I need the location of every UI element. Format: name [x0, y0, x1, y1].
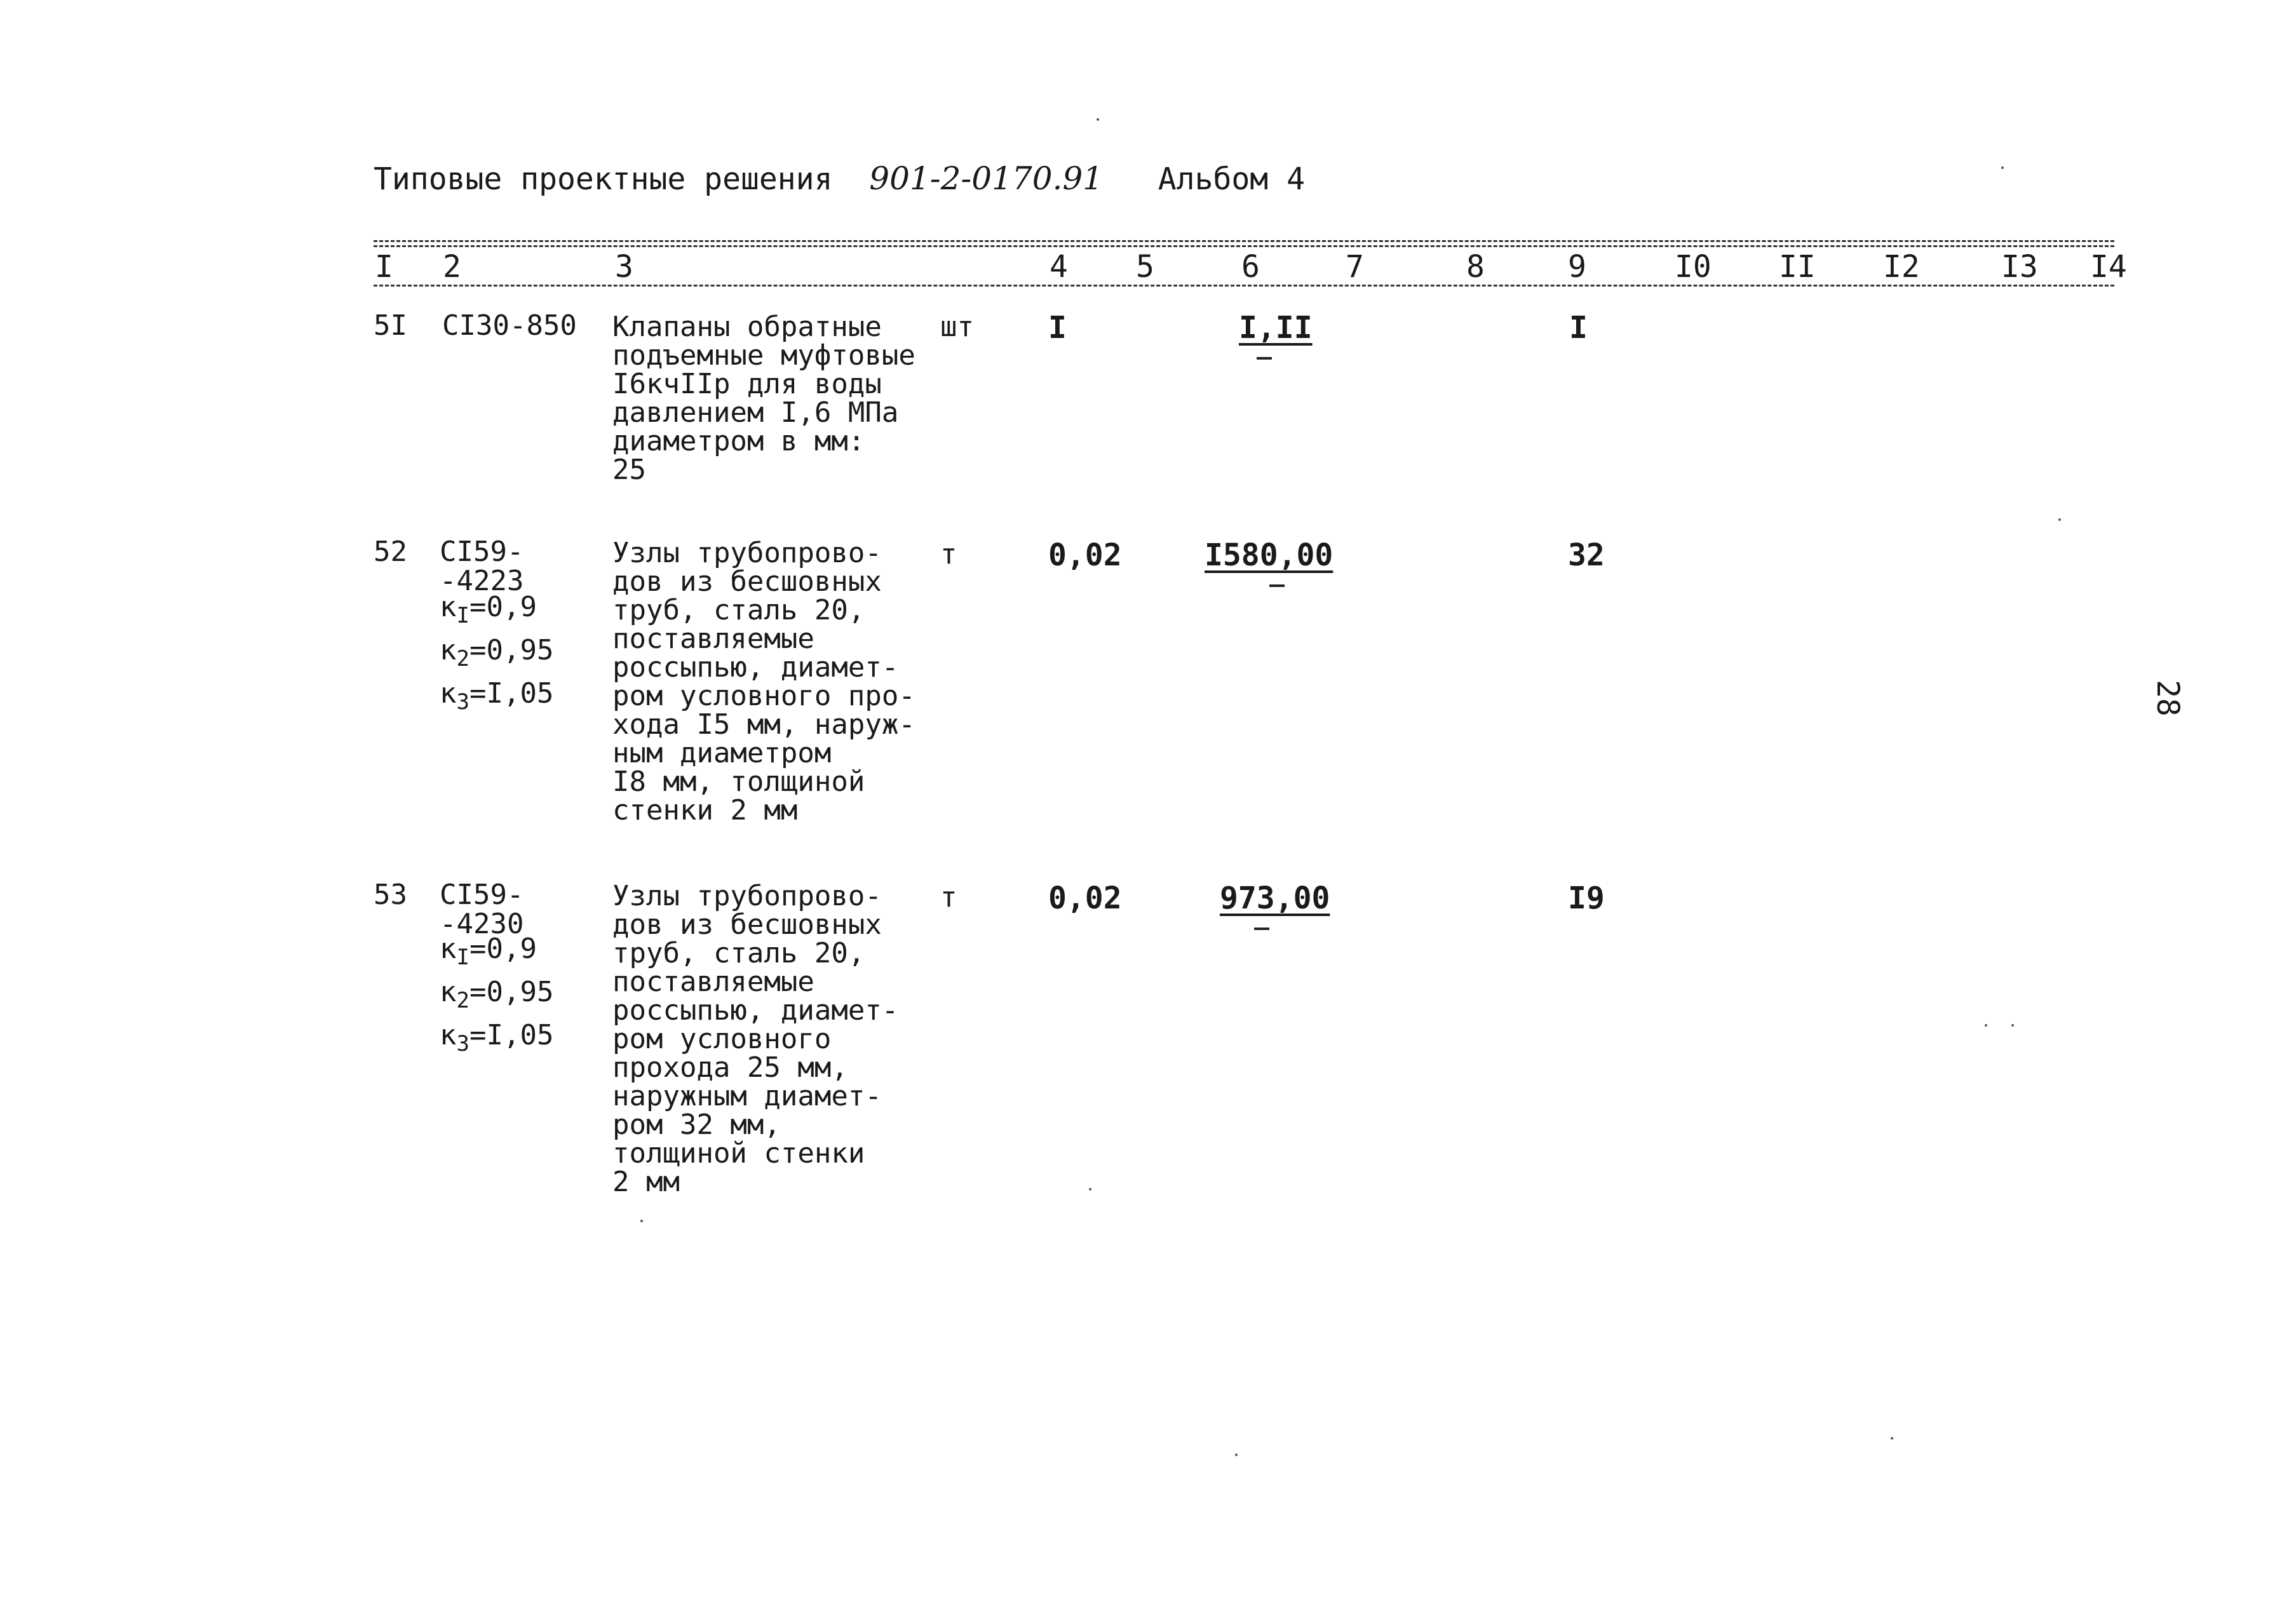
col-header-11: II — [1779, 249, 1816, 285]
coefficient-k3: $к_3=I,05$ — [440, 677, 554, 715]
price-dash-mark — [1254, 928, 1269, 930]
price-code: СI59- -4223 — [440, 536, 524, 597]
scan-speck — [1235, 1454, 1238, 1456]
col-header-12: I2 — [1883, 249, 1920, 285]
page-number: 28 — [2150, 680, 2185, 717]
coefficient-k3: $к_3=I,05$ — [440, 1019, 554, 1056]
unit-of-measure: т — [940, 538, 957, 570]
row-number: 53 — [374, 879, 407, 911]
item-description: Клапаны обратные подъемные муфтовые I6кчIIр для воды давлением I,6 МПа диаметром в мм: 25 — [612, 311, 915, 486]
row-number: 5I — [374, 309, 407, 342]
col-header-4: 4 — [1050, 249, 1068, 285]
series-number: 901-2-0170.91 — [869, 160, 1104, 197]
scan-speck — [1985, 1024, 1987, 1027]
quantity-value: 0,02 — [1048, 537, 1122, 573]
col-header-5: 5 — [1136, 249, 1154, 285]
coefficient-k1: $к_I=0,9$ — [440, 591, 537, 628]
coefficient-k2: $к_2=0,95$ — [440, 634, 554, 671]
scan-speck — [2001, 166, 2004, 169]
col-header-2: 2 — [443, 249, 461, 285]
scan-speck — [2011, 1024, 2014, 1027]
scan-speck — [1097, 118, 1099, 121]
column-9-value: 32 — [1568, 537, 1605, 573]
col-header-7: 7 — [1346, 249, 1364, 285]
unit-of-measure: шт — [940, 311, 974, 343]
col-header-3: 3 — [615, 249, 633, 285]
scan-speck — [640, 1220, 643, 1222]
quantity-value: 0,02 — [1048, 880, 1122, 916]
scan-speck — [1089, 1188, 1091, 1191]
column-9-value: I9 — [1568, 880, 1605, 916]
coefficient-k2: $к_2=0,95$ — [440, 976, 554, 1013]
price-dash-mark — [1269, 584, 1285, 587]
price-value: I,II — [1239, 310, 1313, 346]
scan-speck — [1891, 1437, 1893, 1440]
quantity-value: I — [1048, 310, 1067, 346]
column-header-rule — [374, 285, 2114, 287]
item-description: Узлы трубопрово- дов из бесшовных труб, сталь 20, поставляемые россыпью, диамет- ром условного прохода 25 мм, наружным диамет- ром 32 мм, толщиной стенки 2 мм — [612, 880, 899, 1198]
col-header-9: 9 — [1568, 249, 1586, 285]
price-code: СI30-850 — [442, 309, 577, 342]
price-value: 973,00 — [1220, 880, 1330, 916]
price-code: СI59- -4230 — [440, 879, 524, 940]
col-header-10: I0 — [1675, 249, 1712, 285]
scan-speck — [2058, 518, 2061, 521]
price-value: I580,00 — [1205, 537, 1334, 573]
col-header-13: I3 — [2001, 249, 2038, 285]
document-header — [374, 160, 1305, 197]
table-top-rule-2 — [374, 245, 2114, 247]
header-prefix: Типовые проектные решения — [374, 161, 833, 197]
col-header-14: I4 — [2090, 249, 2127, 285]
column-9-value: I — [1569, 310, 1588, 346]
col-header-1: I — [375, 249, 393, 285]
col-header-6: 6 — [1241, 249, 1260, 285]
coefficient-k1: $к_I=0,9$ — [440, 933, 537, 970]
price-dash-mark — [1257, 357, 1272, 360]
col-header-8: 8 — [1466, 249, 1485, 285]
album-label: Альбом 4 — [1158, 161, 1305, 197]
unit-of-measure: т — [940, 881, 957, 914]
row-number: 52 — [374, 536, 407, 568]
item-description: Узлы трубопрово- дов из бесшовных труб, сталь 20, поставляемые россыпью, диамет- ром условного про- хода I5 мм, наруж- ным диаметром I8 мм, толщиной стенки 2 мм — [612, 537, 915, 826]
table-top-rule — [374, 240, 2114, 242]
